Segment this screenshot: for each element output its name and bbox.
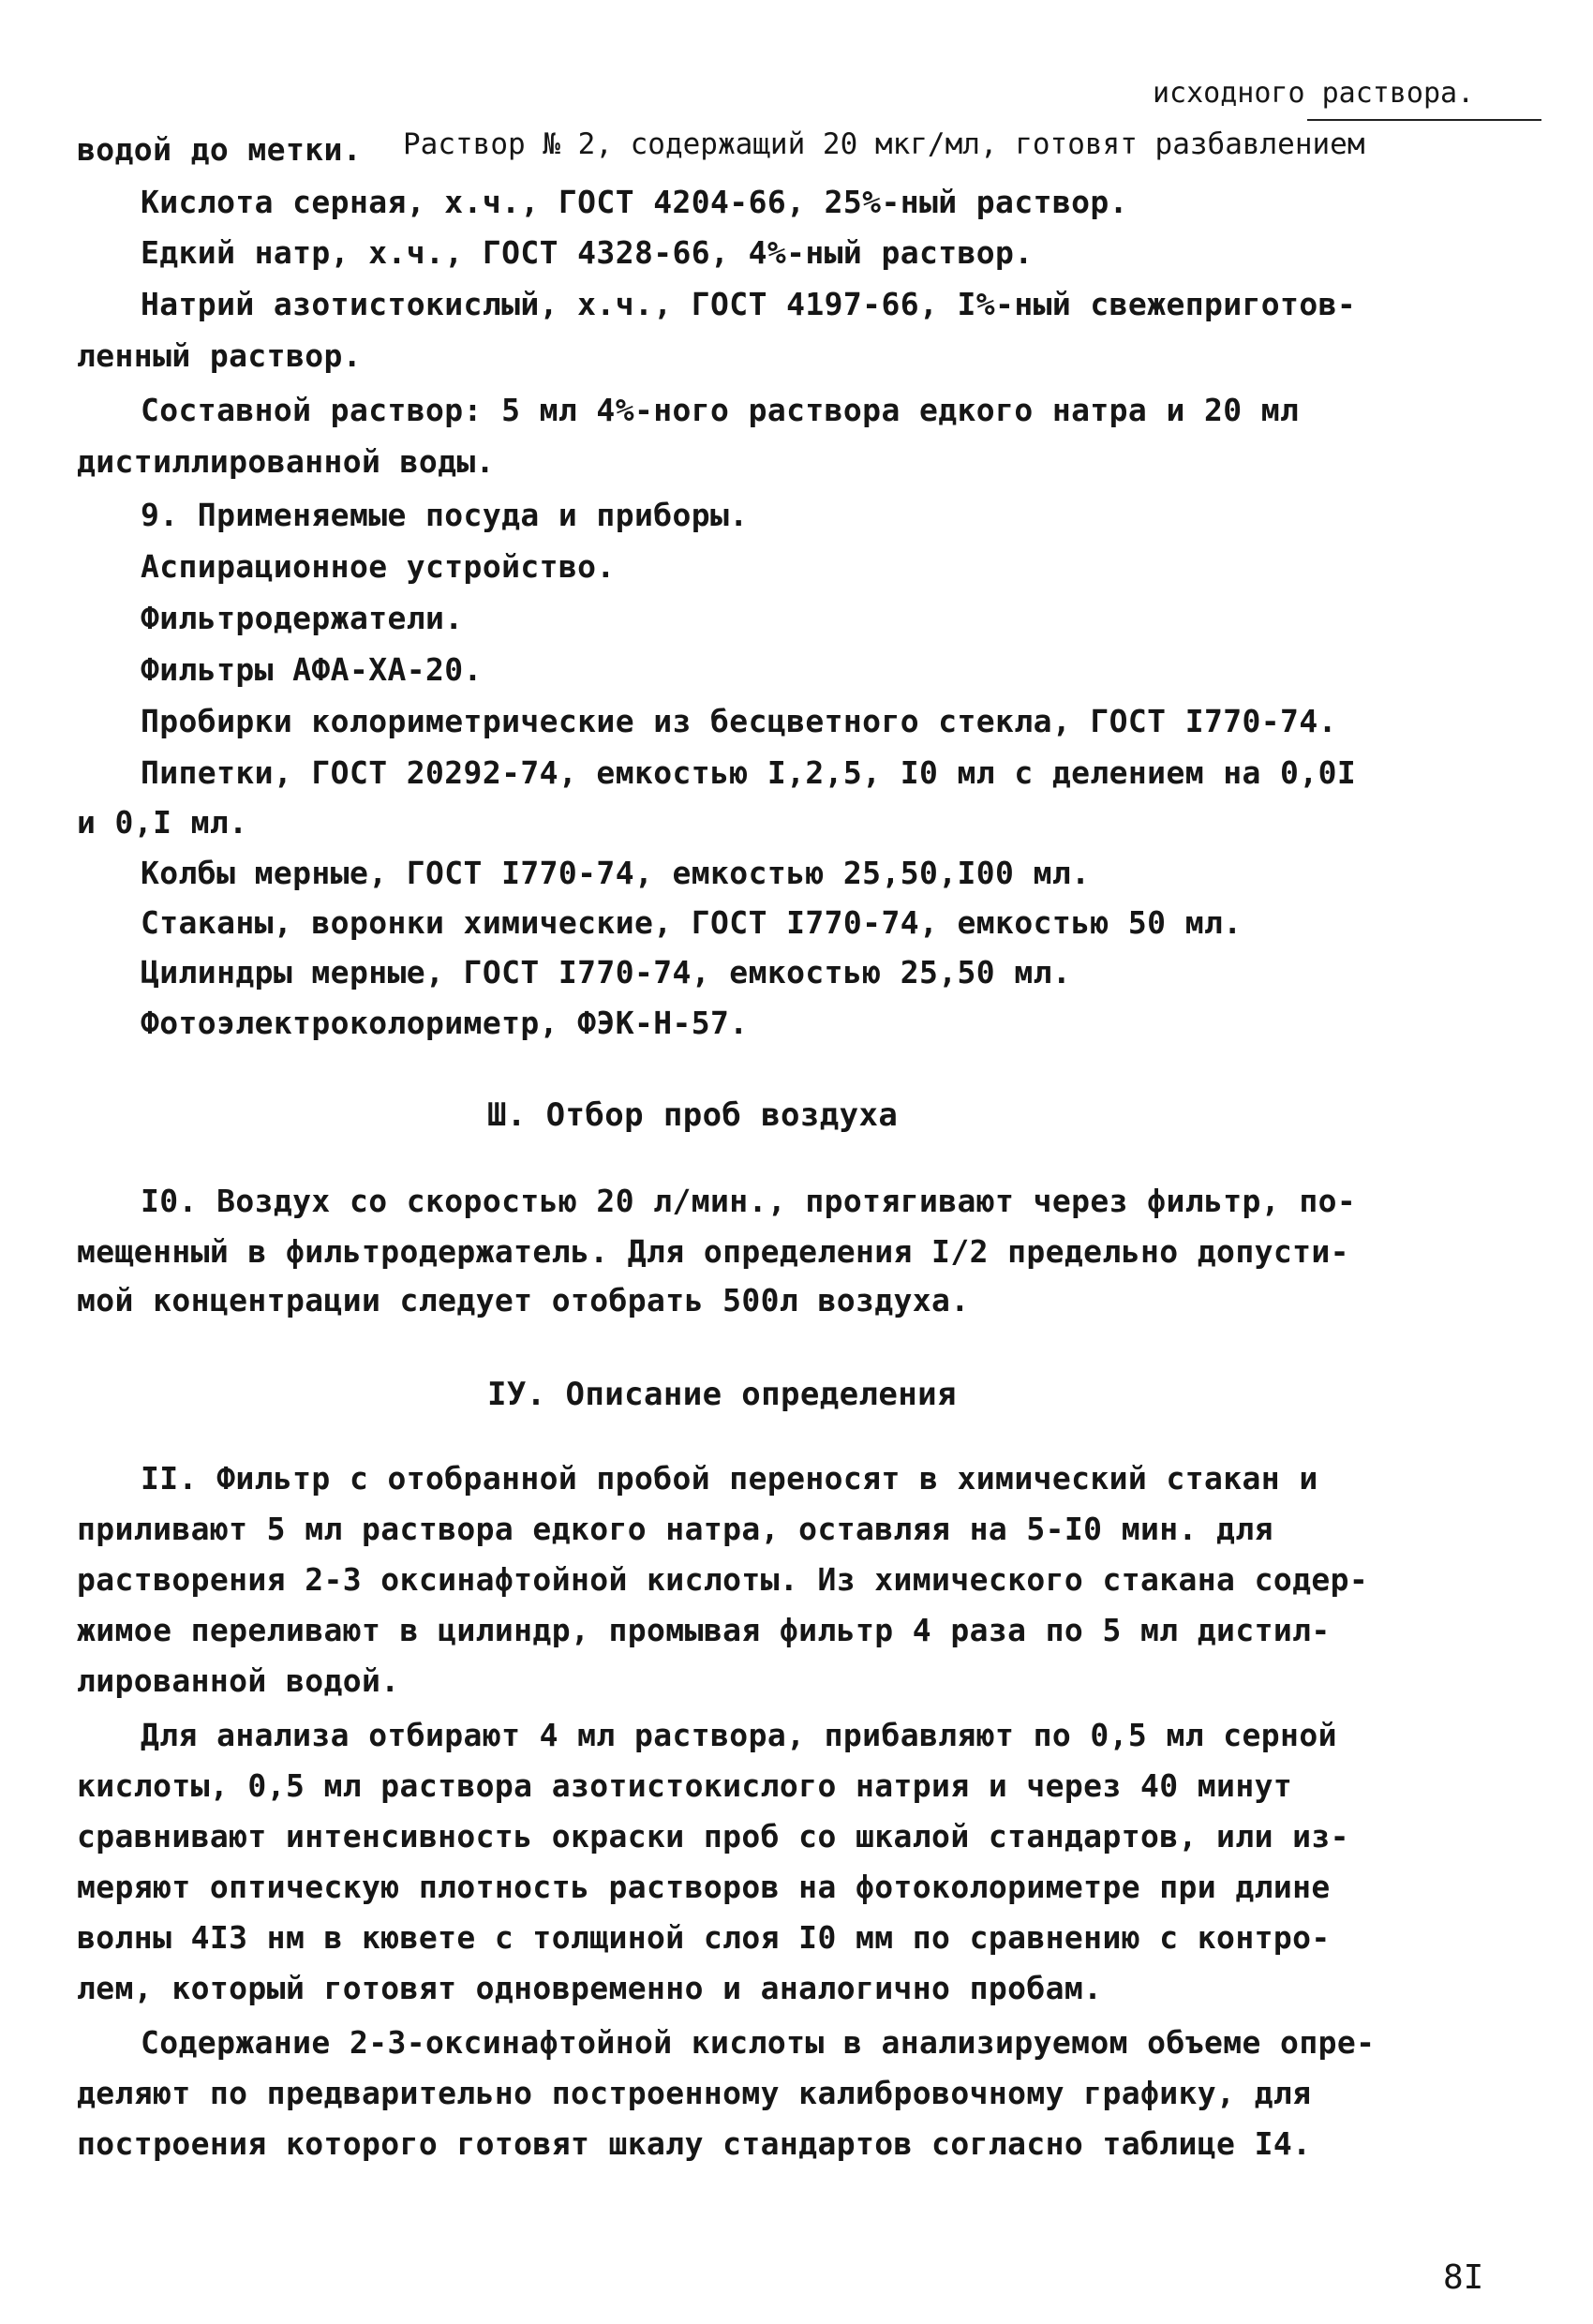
text-line: кислоты, 0,5 мл раствора азотистокислого натрия и через 40 минут	[77, 1767, 1293, 1804]
section-heading: Ш. Отбор проб воздуха	[487, 1096, 899, 1134]
insertion-text: исходного раствора.	[1153, 77, 1475, 110]
text-line: Цилиндры мерные, ГОСТ I770-74, емкостью 25,50 мл.	[141, 954, 1072, 991]
text-line: Фотоэлектроколориметр, ФЭК-Н-57.	[141, 1005, 749, 1041]
text-line: Аспирационное устройство.	[141, 548, 616, 585]
text-line: Стаканы, воронки химические, ГОСТ I770-74, емкостью 50 мл.	[141, 904, 1243, 941]
text-line: I0. Воздух со скоростью 20 л/мин., протягивают через фильтр, по-	[141, 1183, 1357, 1219]
text-line: приливают 5 мл раствора едкого натра, оставляя на 5-I0 мин. для	[77, 1511, 1273, 1547]
text-line: Натрий азотистокислый, х.ч., ГОСТ 4197-66, I%-ный свежеприготов-	[141, 286, 1357, 322]
text-line: водой до метки.	[77, 131, 363, 168]
text-line: меряют оптическую плотность растворов на фотоколориметре при длине	[77, 1869, 1331, 1905]
text-line: Для анализа отбирают 4 мл раствора, прибавляют по 0,5 мл серной	[141, 1717, 1337, 1753]
insertion-continuation: Раствор № 2, содержащий 20 мкг/мл, готовят разбавлением	[403, 127, 1365, 161]
text-line: Фильтродержатели.	[141, 600, 464, 636]
text-line: мещенный в фильтродержатель. Для определения I/2 предельно допусти-	[77, 1233, 1349, 1270]
text-line: Кислота серная, х.ч., ГОСТ 4204-66, 25%-ный раствор.	[141, 184, 1128, 220]
text-line: II. Фильтр с отобранной пробой переносят в химический стакан и	[141, 1460, 1318, 1497]
text-line: Пипетки, ГОСТ 20292-74, емкостью I,2,5, I0 мл с делением на 0,0I	[141, 754, 1357, 791]
insertion-mark	[1307, 119, 1541, 121]
text-line: Составной раствор: 5 мл 4%-ного раствора едкого натра и 20 мл	[141, 392, 1300, 428]
text-line: волны 4I3 нм в кювете с толщиной слоя I0 мм по сравнению с контро-	[77, 1919, 1331, 1956]
text-line: растворения 2-3 оксинафтойной кислоты. Из химического стакана содер-	[77, 1561, 1369, 1598]
text-line: Колбы мерные, ГОСТ I770-74, емкостью 25,50,I00 мл.	[141, 855, 1091, 891]
text-line: Едкий натр, х.ч., ГОСТ 4328-66, 4%-ный раствор.	[141, 234, 1034, 271]
text-line: построения которого готовят шкалу стандартов согласно таблице I4.	[77, 2125, 1312, 2162]
text-line: 9. Применяемые посуда и приборы.	[141, 497, 749, 533]
text-line: Пробирки колориметрические из бесцветного стекла, ГОСТ I770-74.	[141, 703, 1337, 739]
section-heading: IУ. Описание определения	[487, 1376, 957, 1413]
text-line: мой концентрации следует отобрать 500л воздуха.	[77, 1282, 970, 1318]
text-line: сравнивают интенсивность окраски проб со шкалой стандартов, или из-	[77, 1818, 1349, 1855]
text-line: деляют по предварительно построенному калибровочному графику, для	[77, 2075, 1312, 2111]
text-line: жимое переливают в цилиндр, промывая фильтр 4 раза по 5 мл дистил-	[77, 1612, 1331, 1648]
text-line: Содержание 2-3-оксинафтойной кислоты в анализируемом объеме опре-	[141, 2024, 1376, 2061]
text-line: и 0,I мл.	[77, 804, 248, 841]
text-line: ленный раствор.	[77, 337, 363, 374]
text-line: лированной водой.	[77, 1662, 400, 1699]
text-line: дистиллированной воды.	[77, 443, 495, 480]
text-line: Фильтры АФА-ХА-20.	[141, 651, 483, 688]
page-number: 8I	[1443, 2258, 1484, 2297]
text-line: лем, который готовят одновременно и аналогично пробам.	[77, 1970, 1103, 2006]
